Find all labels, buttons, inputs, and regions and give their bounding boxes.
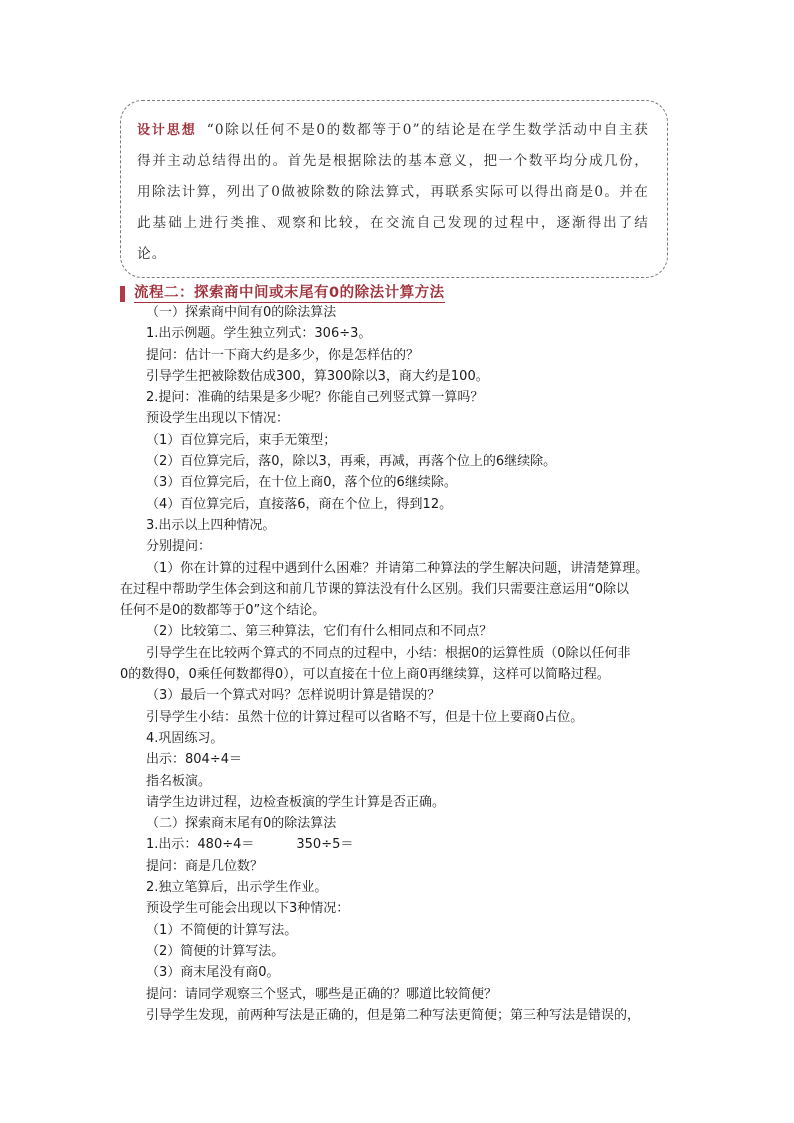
text-line: 请学生边讲过程，边检查板演的学生计算是否正确。: [146, 794, 446, 810]
heading-marker: [120, 286, 125, 302]
text-line: 提问：估计一下商大约是多少，你是怎样估的？: [146, 347, 420, 363]
text-line: 提问：商是几位数？: [146, 858, 264, 874]
text-line: （二）探索商末尾有0的除法算法: [146, 816, 337, 832]
text-line: （1）你在计算的过程中遇到什么困难？并请第二种算法的学生解决问题，讲清楚算理。: [146, 560, 649, 576]
text-line: 预设学生出现以下情况：: [146, 411, 290, 427]
text-line: 预设学生可能会出现以下3种情况：: [146, 901, 350, 917]
text-line: 指名板演。: [146, 773, 212, 789]
design-thinking-paragraph: [137, 115, 649, 270]
design-thinking-label: 设计思想: [137, 123, 197, 138]
section-title: 流程二：探索商中间或末尾有0的除法计算方法: [134, 285, 445, 301]
text-line: （1）不简便的计算写法。: [146, 922, 298, 938]
text-line: 分别提问：: [146, 539, 212, 555]
text-line: 出示：804÷4＝: [146, 752, 242, 768]
text-line: （2）简便的计算写法。: [146, 943, 285, 959]
text-line: 任何不是0的数都等于0”这个结论。: [120, 603, 326, 619]
text-line: （4）百位算完后，直接落6，商在个位上，得到12。: [146, 496, 453, 512]
text-line: （2）比较第二、第三种算法，它们有什么相同点和不同点？: [146, 624, 493, 640]
text-line: 4.巩固练习。: [146, 730, 224, 746]
lesson-body: [120, 302, 680, 1026]
text-line: 引导学生在比较两个算式的不同点的过程中，小结：根据0的运算性质（0除以任何非: [146, 645, 631, 661]
text-line: 0的数得0，0乘任何数都得0），可以直接在十位上商0再继续算，这样可以简略过程。: [120, 667, 610, 683]
text-line: 2.独立笔算后，出示学生作业。: [146, 880, 328, 896]
exercise-a: 1.出示：480÷4＝: [146, 837, 255, 853]
section-heading: [120, 285, 680, 303]
text-line: 引导学生小结：虽然十位的计算过程可以省略不写，但是十位上要商0占位。: [146, 709, 584, 725]
text-line: 引导学生发现，前两种写法是正确的，但是第二种写法更简便；第三种写法是错误的，: [146, 1007, 641, 1023]
text-line: （2）百位算完后，落0，除以3，再乘，再减，再落个位上的6继续除。: [146, 454, 557, 470]
text-line: 在过程中帮助学生体会到这和前几节课的算法没有什么区别。我们只需要注意运用“0除以: [120, 581, 630, 597]
text-line: 引导学生把被除数估成300，算300除以3，商大约是100。: [146, 368, 489, 384]
text-line: （3）百位算完后，在十位上商0，落个位的6继续除。: [146, 475, 457, 491]
design-thinking-text: “0除以任何不是0的数都等于0”的结论是在学生数学活动中自主获得并主动总结得出的。首先是根据除法的基本意义，把一个数平均分成几份，用除法计算，列出了0做被除数的除法算式，再联系实际可以得出商是0。并在此基础上进行类推、观察和比较，在交流自己发现的过程中，逐渐得出了结论。: [137, 122, 649, 262]
text-line: [120, 834, 680, 855]
text-line: 3.出示以上四种情况。: [146, 517, 276, 533]
text-line: （1）百位算完后，束手无策型；: [146, 432, 337, 448]
text-line: 1.出示例题。学生独立列式：306÷3。: [146, 326, 372, 342]
design-thinking-box: [120, 100, 668, 278]
text-line: 提问：请同学观察三个竖式，哪些是正确的？哪道比较简便？: [146, 986, 498, 1002]
text-line: 2.提问：准确的结果是多少呢？你能自己列竖式算一算吗？: [146, 390, 484, 406]
text-line: （3）最后一个算式对吗？怎样说明计算是错误的？: [146, 688, 441, 704]
exercise-b: 350÷5＝: [296, 837, 354, 853]
text-line: （一）探索商中间有0的除法算法: [146, 305, 337, 320]
text-line: （3）商末尾没有商0。: [146, 965, 280, 981]
